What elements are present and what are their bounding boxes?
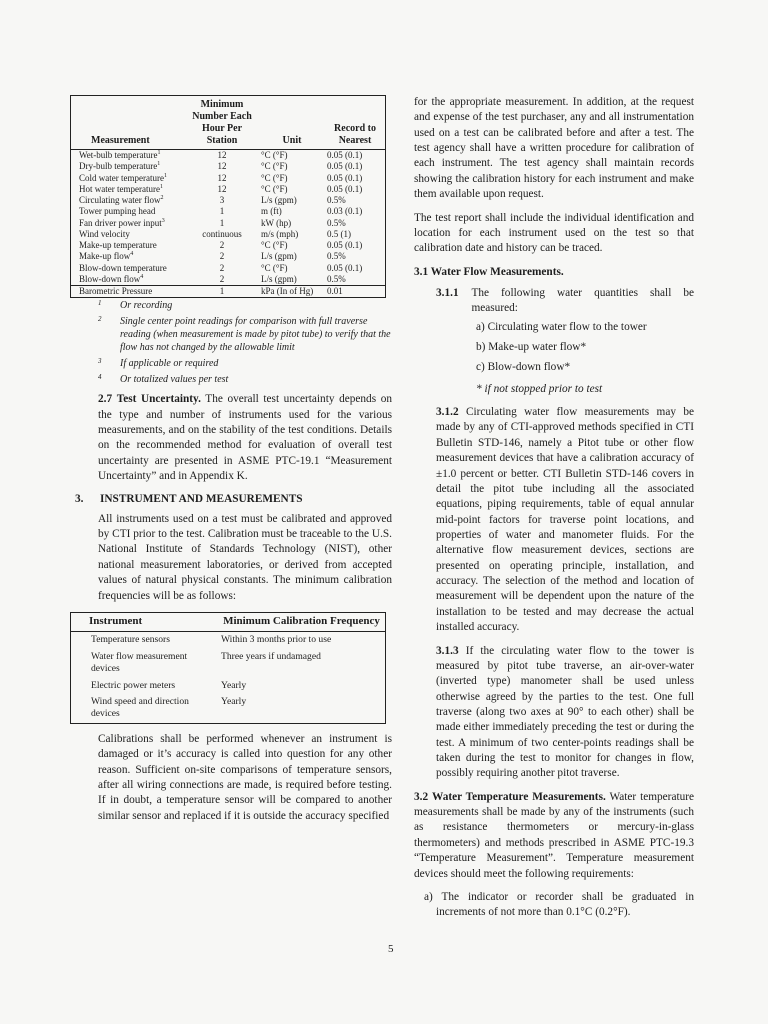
measurement-cell-text: Fan driver power input bbox=[79, 217, 162, 228]
section-number: 3. bbox=[75, 493, 84, 506]
section-number: 3.2 bbox=[414, 790, 429, 803]
measurement-cell-text: Cold water temperature bbox=[79, 172, 164, 183]
footnote bbox=[98, 357, 392, 370]
nearest-cell bbox=[325, 251, 386, 262]
table-row bbox=[71, 240, 386, 251]
table-row bbox=[71, 694, 386, 723]
instrument-cell: Electric power meters bbox=[91, 679, 176, 691]
measurement-table-header bbox=[71, 96, 386, 150]
section-body: The overall test uncertainty depends on the type and number of instruments used for the various measurements, and on the stability of the test conditions. Details on the recommended method for evaluation of overall test uncertainty are presented in ASME PTC-19.1 “Measurement Uncertainty” and in Appendix K. bbox=[98, 393, 392, 483]
unit-cell-text: kPa (In of Hg) bbox=[261, 286, 314, 296]
measurement-cell-text: Dry-bulb temperature bbox=[79, 161, 158, 172]
section-number: 3.1.2 bbox=[436, 406, 459, 419]
nearest-cell bbox=[325, 195, 386, 206]
requirement-item-a: a) The indicator or recorder shall be graduated in increments of not more than 0.1°C (0.2°F). bbox=[424, 890, 694, 919]
frequency-cell: Yearly bbox=[221, 695, 247, 707]
count-cell-text: 12 bbox=[217, 172, 227, 183]
paragraph-test-report: The test report shall include the individual identification and location for each instrument used on the test so that calibration date and history can be traced. bbox=[414, 211, 694, 255]
nearest-cell-text: 0.5% bbox=[327, 273, 346, 284]
section-3-2 bbox=[414, 790, 694, 882]
count-cell-text: 12 bbox=[217, 183, 227, 194]
count-cell-text: continuous bbox=[202, 228, 242, 239]
table-row bbox=[71, 251, 386, 262]
measurement-cell bbox=[71, 150, 186, 162]
unit-cell-text: L/s (gpm) bbox=[261, 195, 297, 205]
table-row bbox=[71, 206, 386, 217]
unit-cell-text: m (ft) bbox=[261, 206, 282, 217]
footnote bbox=[98, 373, 392, 386]
measurement-cell-text: Wind velocity bbox=[79, 228, 130, 239]
nearest-cell bbox=[325, 150, 386, 162]
count-cell bbox=[185, 184, 259, 195]
unit-cell-text: °C (°F) bbox=[261, 262, 288, 273]
unit-cell-text: L/s (gpm) bbox=[261, 273, 297, 284]
footnote-mark: 1 bbox=[98, 299, 102, 308]
header-instrument: Instrument bbox=[71, 612, 219, 631]
list-item: b) Make-up water flow* bbox=[476, 341, 587, 354]
count-cell bbox=[185, 173, 259, 184]
measurement-cell-text: Wet-bulb temperature bbox=[79, 150, 158, 160]
measurement-cell bbox=[71, 161, 186, 172]
unit-cell bbox=[259, 251, 325, 262]
header-min-number: Minimum Number Each Hour Per Station bbox=[192, 99, 252, 146]
instrument-cell: Temperature sensors bbox=[91, 634, 170, 646]
measurement-cell-text: Make-up temperature bbox=[79, 240, 157, 250]
unit-cell-text: °C (°F) bbox=[261, 172, 288, 183]
count-cell bbox=[185, 274, 259, 286]
footnote-ref: 2 bbox=[160, 195, 164, 201]
nearest-cell bbox=[325, 229, 386, 240]
footnote-mark: 4 bbox=[98, 373, 102, 382]
count-cell bbox=[185, 150, 259, 162]
footnote-ref: 4 bbox=[140, 273, 144, 280]
section-2-7 bbox=[98, 392, 392, 484]
nearest-cell-text: 0.05 (0.1) bbox=[327, 262, 363, 273]
water-quantity-list bbox=[476, 320, 694, 376]
section-3-1-heading bbox=[414, 265, 694, 280]
count-cell-text: 2 bbox=[219, 273, 225, 284]
nearest-cell-text: 0.05 (0.1) bbox=[327, 240, 363, 250]
measurement-cell bbox=[71, 251, 186, 262]
unit-cell bbox=[259, 229, 325, 240]
list-item: c) Blow-down flow* bbox=[476, 361, 571, 374]
footnote-ref: 1 bbox=[159, 183, 163, 190]
footnote bbox=[98, 315, 392, 354]
nearest-cell-text: 0.05 (0.1) bbox=[327, 161, 363, 172]
footnote-text: If applicable or required bbox=[120, 358, 219, 370]
section-body: If the circulating water flow to the tower is measured by pitot tube traverse, an air-over-water (inverted type) manometer shall be used unless otherwise agreed by the parties to the test. One full traverse (along two axes at 90° to each other) shall be made either immediately preceding the test or during the test. A minimum of two center-points readings shall be taken during the test to monitor for changes in flow, possibly requiring another pitot traverse. bbox=[436, 644, 694, 780]
count-cell bbox=[185, 240, 259, 251]
count-cell bbox=[185, 263, 259, 274]
unit-cell bbox=[259, 173, 325, 184]
count-cell-text: 2 bbox=[219, 262, 225, 273]
paragraph-appropriate-measurement: for the appropriate measurement. In addition, at the request and expense of the test purchaser, any and all instrumentation used on a test can be calibrated before and after a test. The test agency shall have a written procedure for calibration of each instrument. The test agency shall maintain records showing the calibration history for each instrument and make them available upon request. bbox=[414, 96, 694, 201]
measurement-cell bbox=[71, 263, 186, 274]
frequency-cell: Within 3 months prior to use bbox=[221, 634, 332, 646]
header-measurement: Measurement bbox=[91, 135, 150, 146]
table-row bbox=[71, 649, 386, 678]
right-column bbox=[414, 95, 694, 929]
nearest-cell bbox=[325, 184, 386, 195]
instrument-cell: Wind speed and direction devices bbox=[91, 695, 189, 720]
measurement-cell-text: Barometric Pressure bbox=[79, 286, 153, 296]
nearest-cell-text: 0.5% bbox=[327, 195, 346, 205]
calibration-table-body bbox=[71, 632, 386, 724]
footnote-ref: 4 bbox=[130, 251, 134, 258]
instrument-cell: Water flow measurement devices bbox=[91, 650, 188, 675]
section-title: Water Temperature Measurements. bbox=[432, 790, 606, 803]
count-cell bbox=[185, 251, 259, 262]
table-row bbox=[71, 678, 386, 694]
nearest-cell bbox=[325, 161, 386, 172]
section-number: 3.1.3 bbox=[436, 644, 459, 657]
footnote-mark: 2 bbox=[98, 315, 102, 324]
footnote-ref: 1 bbox=[157, 150, 161, 156]
footnote-mark: 3 bbox=[98, 357, 102, 366]
section-3-body: All instruments used on a test must be calibrated and approved by CTI prior to the test. Calibration must be traceable to the U.S. National Institute of Standards Technology (NIST), other national measurement laboratories, or derived from accepted values of natural physical constants. The minimum calibration frequencies will be as follows: bbox=[98, 512, 392, 602]
page-number: 5 bbox=[388, 943, 394, 955]
count-cell bbox=[185, 161, 259, 172]
section-title: Test Uncertainty. bbox=[116, 393, 201, 406]
measurement-cell-text: Blow-down flow bbox=[79, 273, 141, 284]
table-row bbox=[71, 161, 386, 172]
frequency-cell: Three years if undamaged bbox=[221, 650, 321, 662]
unit-cell bbox=[259, 274, 325, 286]
count-cell-text: 2 bbox=[219, 240, 225, 250]
section-3-1-2 bbox=[436, 405, 694, 635]
unit-cell-text: kW (hp) bbox=[261, 217, 292, 228]
header-calibration-frequency: Minimum Calibration Frequency bbox=[218, 612, 386, 631]
unit-cell bbox=[259, 240, 325, 251]
section-body: Water temperature measurements shall be made by any of the instruments (such as resistance thermometers or mercury-in-glass thermometers) and methods prescribed in ASME PTC-19.3 “Temperature Measurement”. Temperature measurement devices should meet the following requirements: bbox=[414, 790, 695, 880]
nearest-cell-text: 0.5% bbox=[327, 217, 346, 228]
unit-cell bbox=[259, 218, 325, 229]
measurement-cell bbox=[71, 184, 186, 195]
unit-cell-text: m/s (mph) bbox=[261, 228, 299, 239]
table-row bbox=[71, 263, 386, 274]
measurement-cell-text: Hot water temperature bbox=[79, 183, 160, 194]
unit-cell bbox=[259, 184, 325, 195]
nearest-cell-text: 0.5 (1) bbox=[327, 228, 351, 239]
measurement-cell-text: Circulating water flow bbox=[79, 195, 161, 205]
count-cell-text: 1 bbox=[219, 286, 225, 296]
measurement-cell bbox=[71, 218, 186, 229]
list-note: * if not stopped prior to test bbox=[476, 382, 603, 395]
measurement-cell bbox=[71, 206, 186, 217]
measurement-cell bbox=[71, 240, 186, 251]
calibration-table bbox=[70, 612, 386, 724]
footnote bbox=[98, 299, 392, 312]
section-3-1-1 bbox=[436, 286, 694, 317]
unit-cell bbox=[259, 206, 325, 217]
footnote-ref: 3 bbox=[161, 217, 165, 224]
count-cell-text: 1 bbox=[219, 206, 225, 217]
count-cell bbox=[185, 206, 259, 217]
measurement-cell-text: Blow-down temperature bbox=[79, 262, 167, 273]
calibration-paragraph: Calibrations shall be performed whenever an instrument is damaged or it’s accuracy is called into question for any other reason. Sufficient on-site comparisons of temperature sensors, after all wiring connections are made, is required before testing. If in doubt, a temperature sensor will be compared to another similar sensor and replaced if it is outside the accuracy specified bbox=[98, 732, 392, 822]
calibration-table-header bbox=[71, 612, 386, 631]
measurement-table-body bbox=[71, 150, 386, 298]
unit-cell bbox=[259, 263, 325, 274]
measurement-cell-text: Tower pumping head bbox=[79, 206, 156, 217]
measurement-cell bbox=[71, 173, 186, 184]
section-3-1-3 bbox=[436, 644, 694, 782]
nearest-cell bbox=[325, 263, 386, 274]
nearest-cell bbox=[325, 240, 386, 251]
nearest-cell bbox=[325, 218, 386, 229]
footnotes bbox=[98, 299, 392, 386]
count-cell bbox=[185, 286, 259, 298]
frequency-cell: Yearly bbox=[221, 679, 247, 691]
list-item: a) Circulating water flow to the tower bbox=[476, 320, 647, 333]
count-cell-text: 12 bbox=[217, 150, 227, 160]
section-number: 3.1.1 bbox=[436, 286, 459, 299]
count-cell-text: 2 bbox=[219, 251, 225, 262]
measurement-cell bbox=[71, 274, 186, 286]
table-row bbox=[71, 286, 386, 298]
unit-cell-text: °C (°F) bbox=[261, 240, 288, 250]
section-body: The following water quantities shall be measured: bbox=[471, 286, 694, 315]
header-record-nearest: Record to Nearest bbox=[334, 123, 376, 146]
table-row bbox=[71, 150, 386, 162]
nearest-cell-text: 0.03 (0.1) bbox=[327, 206, 363, 217]
footnote-text: Single center point readings for comparison with full traverse reading (when measurement is made by pitot tube) to verify that the flow has not changed by the allowable limit bbox=[120, 316, 391, 354]
table-row bbox=[71, 195, 386, 206]
count-cell-text: 1 bbox=[219, 217, 225, 228]
measurement-table bbox=[70, 95, 386, 298]
unit-cell bbox=[259, 161, 325, 172]
section-body: Circulating water flow measurements may be made by any of CTI-approved methods specified in CTI Bulletin STD-146, namely a Pitot tube or other flow measurement devices that have a calibration accuracy of ±1.0 percent or better. CTI Bulletin STD-146 covers in detail the pitot tube including all the associated equations, piping requirements, table of equal annular mid-point factors for traverse point locations, and properties of water and manometer fluids. For the alternative flow measurement devices, sections are presented on operating principle, installation, and accuracy. The selection of the method and location of measurement will be dependent upon the nature of the installation to be tested and may decrease the actual installed accuracy. bbox=[436, 406, 694, 634]
nearest-cell bbox=[325, 206, 386, 217]
count-cell bbox=[185, 229, 259, 240]
table-row bbox=[71, 184, 386, 195]
measurement-cell-text: Make-up flow bbox=[79, 251, 131, 262]
measurement-cell bbox=[71, 286, 186, 298]
unit-cell bbox=[259, 150, 325, 162]
unit-cell-text: °C (°F) bbox=[261, 150, 288, 160]
nearest-cell-text: 0.05 (0.1) bbox=[327, 150, 363, 160]
nearest-cell-text: 0.05 (0.1) bbox=[327, 172, 363, 183]
footnote-text: Or recording bbox=[120, 300, 173, 312]
unit-cell-text: °C (°F) bbox=[261, 161, 288, 172]
footnote-ref: 1 bbox=[157, 161, 161, 168]
table-row bbox=[71, 218, 386, 229]
nearest-cell-text: 0.05 (0.1) bbox=[327, 183, 363, 194]
footnote-text: Or totalized values per test bbox=[120, 374, 229, 386]
nearest-cell bbox=[325, 274, 386, 286]
nearest-cell-text: 0.01 bbox=[327, 286, 343, 296]
section-title: INSTRUMENT AND MEASUREMENTS bbox=[100, 493, 303, 506]
count-cell-text: 3 bbox=[219, 195, 225, 205]
section-title: Water Flow Measurements. bbox=[430, 265, 564, 278]
measurement-cell bbox=[71, 195, 186, 206]
unit-cell-text: °C (°F) bbox=[261, 183, 288, 194]
unit-cell-text: L/s (gpm) bbox=[261, 251, 297, 262]
header-unit: Unit bbox=[282, 135, 302, 146]
section-number: 3.1 bbox=[414, 265, 429, 278]
nearest-cell-text: 0.5% bbox=[327, 251, 346, 262]
nearest-cell bbox=[325, 286, 386, 298]
table-row bbox=[71, 632, 386, 649]
table-row bbox=[71, 173, 386, 184]
unit-cell bbox=[259, 286, 325, 298]
count-cell bbox=[185, 195, 259, 206]
count-cell bbox=[185, 218, 259, 229]
table-row bbox=[71, 274, 386, 286]
left-column bbox=[70, 95, 392, 832]
measurement-cell bbox=[71, 229, 186, 240]
section-3-heading bbox=[75, 492, 392, 507]
count-cell-text: 12 bbox=[217, 161, 227, 172]
section-number: 2.7 bbox=[98, 393, 113, 406]
nearest-cell bbox=[325, 173, 386, 184]
table-row bbox=[71, 229, 386, 240]
unit-cell bbox=[259, 195, 325, 206]
footnote-ref: 1 bbox=[163, 172, 167, 179]
